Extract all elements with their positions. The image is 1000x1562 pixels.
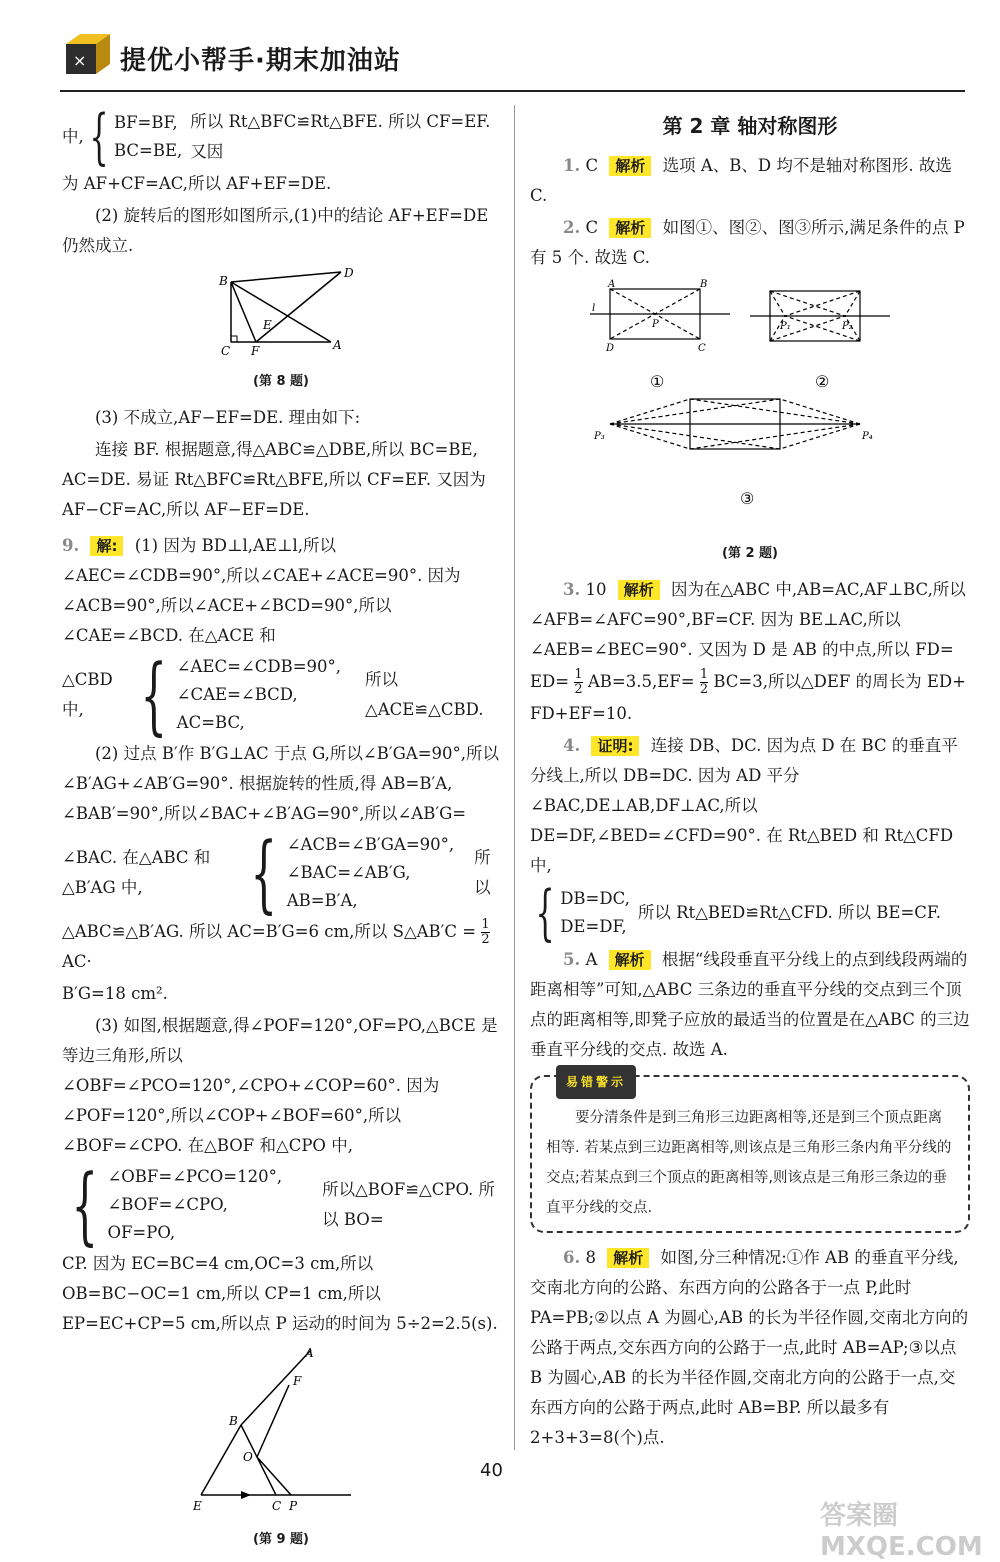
label: B xyxy=(229,1414,238,1428)
brace-lines xyxy=(114,109,182,165)
text: 所以△BOF≌△CPO. 所以 BO= xyxy=(322,1180,495,1229)
brace-icon: { xyxy=(140,646,168,744)
logo-cube-icon xyxy=(60,28,112,80)
question-number: 2. xyxy=(563,218,581,237)
figure-q9-diagram xyxy=(181,1345,381,1515)
numerator: 1 xyxy=(699,667,709,682)
label: P₃ xyxy=(594,431,605,442)
q3 xyxy=(530,575,970,665)
q2 xyxy=(530,213,970,273)
figure-caption: (第 8 题) xyxy=(253,374,309,389)
brace-icon: { xyxy=(250,824,278,922)
text: 因为在△ABC 中,AB=AC,AF⊥BC,所以∠AFB=∠AFC=90°,BF=CF. 因为 BE⊥AC,所以∠AEB=∠BEC=90°. 又因为 D 是 AB 的中点,所以 FD= xyxy=(530,580,966,659)
label: F xyxy=(251,344,260,357)
figure-caption: (第 9 题) xyxy=(253,1532,309,1547)
label: A xyxy=(333,338,342,352)
figure-q2 xyxy=(530,279,970,569)
numerator: 1 xyxy=(481,917,490,932)
question-number: 3. xyxy=(563,580,581,599)
answer: 10 xyxy=(585,580,607,599)
watermark: 答案圈 MXQE.COM xyxy=(820,1501,983,1562)
brace-line: ∠BOF=∠CPO, xyxy=(107,1195,228,1214)
question-number: 1. xyxy=(563,156,581,175)
figure-mark: ③ xyxy=(740,489,755,508)
question-number: 9. xyxy=(62,536,80,555)
brace-line: ∠OBF=∠PCO=120°, xyxy=(107,1167,283,1186)
analysis-tag: 解析 xyxy=(609,156,651,176)
analysis-tag: 解析 xyxy=(607,1248,649,1268)
text: AC· xyxy=(62,952,92,971)
label: E xyxy=(263,318,272,332)
text: AB=3.5,EF= xyxy=(587,672,695,691)
paragraph: FD+EF=10. xyxy=(530,704,633,723)
label: A xyxy=(608,279,616,290)
paragraph: 为 AF+CF=AC,所以 AF+EF=DE. xyxy=(62,174,332,193)
q8-brace-block xyxy=(62,102,500,172)
answer: 8 xyxy=(585,1248,596,1267)
label: B xyxy=(219,274,228,288)
text: BC=3,所以△DEF 的周长为 ED+ xyxy=(713,672,966,691)
label: B xyxy=(700,279,708,290)
brace-line: BC=BE, xyxy=(113,141,183,160)
brace-icon: { xyxy=(89,102,109,172)
q9-area-line xyxy=(62,917,500,977)
brace-icon: { xyxy=(535,878,555,948)
text: 如图,分三种情况:①作 AB 的垂直平分线,交南北方向的公路、东西方向的公路各于一点 P,此时 PA=PB;②以点 A 为圆心,AB 的长为半径作圆,交南北方向的公路于两点,交东西方向的公路于一点,此时 AB=AP;③以点 B 为圆心,AB 的长为半径作圆,交南北方向的公路于一点,交东西方向的公路于两点,此时 AB=BP. 所以最多有 2+3+3=8(个)点. xyxy=(530,1248,969,1447)
numerator: 1 xyxy=(574,667,583,682)
paragraph: CP. 因为 EC=BC=4 cm,OC=3 cm,所以 OB=BC−OC=1 cm,所以 CP=1 cm,所以 EP=EC+CP=5 cm,所以点 P 运动的时间为 5÷2=2.5(s). xyxy=(62,1254,498,1333)
text: ∠BAC. 在△ABC 和△B′AG 中, xyxy=(62,848,211,897)
label: O xyxy=(243,1450,253,1464)
text: 连接 DB、DC. 因为点 D 在 BC 的垂直平分线上,所以 DB=DC. 因为 AD 平分∠BAC,DE⊥AB,DF⊥AC,所以 DE=DF,∠BED=∠CFD=90°. 在 Rt△BED 和 Rt△CFD 中, xyxy=(530,736,958,875)
text: 所以 Rt△BFC≌Rt△BFE. 所以 CF=EF. 又因 xyxy=(190,112,491,161)
label: P₂ xyxy=(842,321,853,332)
chapter-title: 第 2 章 轴对称图形 xyxy=(662,114,838,138)
figure-caption: (第 2 题) xyxy=(722,546,778,561)
brace-lines xyxy=(560,885,630,941)
label: P₄ xyxy=(862,431,873,442)
brace-lines xyxy=(287,831,454,915)
label: P xyxy=(289,1499,298,1513)
figure-q8 xyxy=(62,267,500,397)
paragraph: (2) 过点 B′作 B′G⊥AC 于点 G,所以∠B′GA=90°,所以∠B′AG+∠AB′G=90°. 根据旋转的性质,得 AB=B′A, ∠BAB′=90°,所以∠BAC+∠B′AG=90°,所以∠AB′G= xyxy=(62,744,500,823)
brace-line: DE=DF, xyxy=(560,917,627,936)
right-column xyxy=(530,105,970,1455)
paragraph: 连接 BF. 根据题意,得△ABC≌△DBE,所以 BC=BE, AC=DE. 易证 Rt△BFC≌Rt△BFE,所以 CF=EF. 又因为 AF−CF=AC,所以 AF−EF=DE. xyxy=(62,440,486,519)
label: P₁ xyxy=(780,321,791,332)
figure-q2-diagram xyxy=(580,279,920,529)
q9-brace-3 xyxy=(62,1156,500,1254)
question-number: 5. xyxy=(563,950,581,969)
analysis-tag: 解析 xyxy=(609,950,651,970)
q1 xyxy=(530,151,970,211)
label: E xyxy=(193,1499,202,1513)
label: C xyxy=(698,343,706,354)
brace-icon: { xyxy=(71,1156,99,1254)
page-number: 40 xyxy=(480,1460,503,1481)
q3-line2 xyxy=(530,667,970,697)
label: l xyxy=(592,303,596,314)
label: C xyxy=(221,344,231,357)
answer: C xyxy=(585,218,599,237)
brace-line: ∠BAC=∠AB′G, xyxy=(286,863,411,882)
q9-brace-1 xyxy=(62,646,500,744)
warning-label: 易错警示 xyxy=(556,1065,636,1099)
denominator: 2 xyxy=(574,682,583,697)
left-column xyxy=(62,102,500,1561)
text: 选项 A、B、D 均不是轴对称图形. 故选 C. xyxy=(530,156,952,205)
paragraph: (3) 不成立,AF−EF=DE. 理由如下: xyxy=(95,408,361,427)
brace-line: BF=BF, xyxy=(113,113,178,132)
answer: C xyxy=(585,156,599,175)
text: △CBD 中, xyxy=(62,670,113,719)
text: 根据“线段垂直平分线上的点到线段两端的距离相等”可知,△ABC 三条边的垂直平分线的交点到三个顶点的距离相等,即凳子应放的最适当的位置是在△ABC 的三边垂直平分线的交点. 故选 A. xyxy=(530,950,970,1059)
text: ED= xyxy=(530,672,570,691)
figure-q9 xyxy=(62,1345,500,1555)
question-number: 4. xyxy=(563,736,581,755)
brace-line: DB=DC, xyxy=(560,889,630,908)
brace-line: AB=B′A, xyxy=(286,891,358,910)
label: C xyxy=(272,1499,282,1513)
brace-lines xyxy=(107,1163,282,1247)
label: A xyxy=(305,1346,314,1360)
proof-tag: 证明: xyxy=(591,736,639,756)
q9-brace-2 xyxy=(62,824,500,922)
figure-mark: ① xyxy=(650,372,665,391)
q9-header xyxy=(62,531,500,651)
paragraph: (2) 旋转后的图形如图所示,(1)中的结论 AF+EF=DE 仍然成立. xyxy=(62,206,489,255)
brace-line: ∠AEC=∠CDB=90°, xyxy=(176,657,342,676)
text: 中, xyxy=(62,127,84,146)
denominator: 2 xyxy=(481,932,490,947)
q5 xyxy=(530,945,970,1065)
analysis-tag: 解析 xyxy=(618,580,660,600)
svg-text:×: × xyxy=(73,51,87,70)
answer: A xyxy=(585,950,598,969)
q6 xyxy=(530,1243,970,1453)
answer-tag: 解: xyxy=(90,536,123,556)
brace-line: ∠ACB=∠B′GA=90°, xyxy=(286,835,455,854)
mistake-warning-box xyxy=(530,1075,970,1233)
text: 所以 Rt△BED≌Rt△CFD. 所以 BE=CF. xyxy=(637,903,942,922)
fraction xyxy=(481,918,489,947)
denominator: 2 xyxy=(699,682,709,697)
paragraph: (3) 如图,根据题意,得∠POF=120°,OF=PO,△BCE 是等边三角形,所以∠OBF=∠PCO=120°,∠CPO+∠COP=60°. 因为∠POF=120°,所以∠COP+∠BOF=60°,所以∠BOF=∠CPO. 在△BOF 和△CPO 中, xyxy=(62,1016,498,1155)
text: (1) 因为 BD⊥l,AE⊥l,所以∠AEC=∠CDB=90°,所以∠CAE+∠ACE=90°. 因为∠ACB=90°,所以∠ACE+∠BCD=90°,所以∠CAE=∠BCD. 在△ACE 和 xyxy=(62,536,461,645)
brace-lines xyxy=(177,653,341,737)
figure-q8-diagram xyxy=(201,267,361,357)
label: F xyxy=(293,1374,302,1388)
label: D xyxy=(344,267,354,280)
label: D xyxy=(606,343,615,354)
brace-line: AC=BC, xyxy=(176,713,245,732)
q4-brace xyxy=(530,878,970,948)
page-header xyxy=(60,18,965,92)
column-divider xyxy=(514,105,515,1450)
text: 所以△ACE≌△CBD. xyxy=(365,670,484,719)
fraction xyxy=(700,668,708,697)
text: 如图①、图②、图③所示,满足条件的点 P 有 5 个. 故选 C. xyxy=(530,218,965,267)
figure-mark: ② xyxy=(815,372,830,391)
label: P xyxy=(652,319,659,330)
q4 xyxy=(530,731,970,881)
warning-text: 要分清条件是到三角形三边距离相等,还是到三个顶点距离相等. 若某点到三边距离相等,则该点是三角形三条内角平分线的交点;若某点到三个顶点的距离相等,则该点是三角形三条边的垂直平分线的交点. xyxy=(546,1110,952,1216)
brace-line: ∠CAE=∠BCD, xyxy=(176,685,298,704)
brace-line: OF=PO, xyxy=(107,1223,176,1242)
analysis-tag: 解析 xyxy=(609,218,651,238)
text: 所以 xyxy=(474,848,491,897)
question-number: 6. xyxy=(563,1248,581,1267)
text: △ABC≌△B′AG. 所以 AC=B′G=6 cm,所以 S△AB′C = xyxy=(62,922,477,941)
paragraph: B′G=18 cm². xyxy=(62,984,168,1003)
header-title: 提优小帮手·期末加油站 xyxy=(120,46,401,76)
fraction xyxy=(574,668,582,697)
